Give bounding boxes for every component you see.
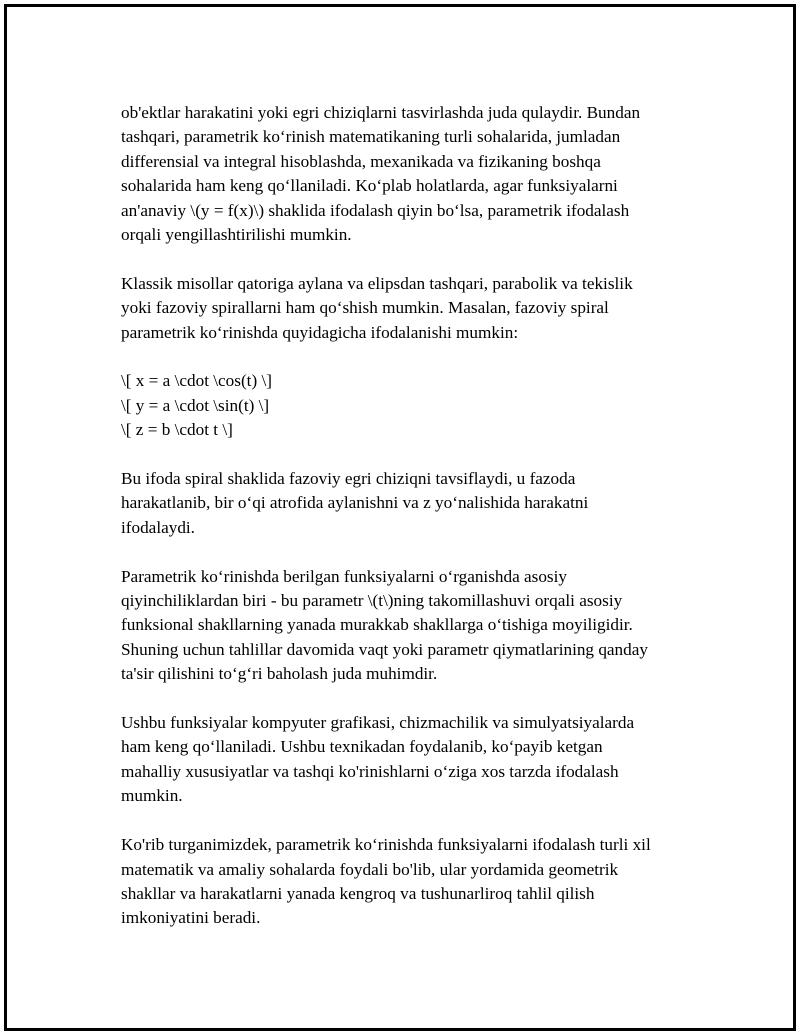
text-line: ta'sir qilishini to‘g‘ri baholash juda muhimdir. bbox=[121, 664, 438, 684]
paragraph-difficulties bbox=[121, 565, 711, 687]
text-line: Shuning uchun tahlillar davomida vaqt yoki parametr qiymatlarining qanday bbox=[121, 639, 648, 659]
text-line: harakatlanib, bir o‘qi atrofida aylanishni va z yo‘nalishida harakatni bbox=[121, 493, 589, 513]
paragraph-conclusion bbox=[121, 833, 711, 931]
text-line: mumkin. bbox=[121, 786, 183, 806]
formula-z: \[ z = b \cdot t \] bbox=[121, 420, 233, 440]
text-line: Bu ifoda spiral shaklida fazoviy egri chiziqni tavsiflaydi, u fazoda bbox=[121, 469, 576, 489]
text-line: mahalliy xususiyatlar va tashqi ko'rinishlarni o‘ziga xos tarzda ifodalash bbox=[121, 761, 619, 781]
text-line: ham keng qo‘llaniladi. Ushbu texnikadan foydalanib, ko‘payib ketgan bbox=[121, 737, 603, 757]
text-line: an'anaviy \(y = f(x)\) shaklida ifodalash qiyin bo‘lsa, parametrik ifodalash bbox=[121, 200, 630, 220]
text-line: qiyinchiliklardan biri - bu parametr \(t\)ning takomillashuvi orqali asosiy bbox=[121, 591, 623, 611]
text-line: parametrik ko‘rinishda quyidagicha ifodalanishi mumkin: bbox=[121, 322, 519, 342]
text-line: imkoniyatini beradi. bbox=[121, 908, 261, 928]
text-line: ob'ektlar harakatini yoki egri chiziqlarni tasvirlashda juda qulaydir. Bundan bbox=[121, 103, 641, 122]
paragraph-spiral-description bbox=[121, 467, 711, 540]
text-line: Klassik misollar qatoriga aylana va elipsdan tashqari, parabolik va tekislik bbox=[121, 273, 633, 293]
text-line: ifodalaydi. bbox=[121, 517, 195, 537]
formula-x: \[ x = a \cdot \cos(t) \] bbox=[121, 371, 272, 391]
text-line: differensial va integral hisoblashda, mexanikada va fizikaning boshqa bbox=[121, 151, 601, 171]
formula-y: \[ y = a \cdot \sin(t) \] bbox=[121, 395, 270, 415]
text-line: orqali yengillashtirilishi mumkin. bbox=[121, 225, 352, 245]
paragraph-applications bbox=[121, 711, 711, 809]
text-line: tashqari, parametrik ko‘rinish matematikaning turli sohalarida, jumladan bbox=[121, 127, 621, 147]
text-line: Ko'rib turganimizdek, parametrik ko‘rinishda funksiyalarni ifodalash turli xil bbox=[121, 835, 651, 855]
text-line: Parametrik ko‘rinishda berilgan funksiyalarni o‘rganishda asosiy bbox=[121, 566, 567, 586]
text-line: funksional shakllarning yanada murakkab shakllarga o‘tishiga moyiligidir. bbox=[121, 615, 633, 635]
formula-block-spiral bbox=[121, 369, 711, 442]
text-line: matematik va amaliy sohalarda foydali bo'lib, ular yordamida geometrik bbox=[121, 859, 619, 879]
text-line: yoki fazoviy spirallarni ham qo‘shish mumkin. Masalan, fazoviy spiral bbox=[121, 298, 609, 318]
paragraph-parametric-intro bbox=[121, 101, 711, 247]
document-body bbox=[121, 101, 711, 955]
text-line: shakllar va harakatlarni yanada kengroq va tushunarliroq tahlil qilish bbox=[121, 883, 595, 903]
text-line: sohalarida ham keng qo‘llaniladi. Ko‘plab holatlarda, agar funksiyalarni bbox=[121, 176, 618, 196]
text-line: Ushbu funksiyalar kompyuter grafikasi, chizmachilik va simulyatsiyalarda bbox=[121, 713, 635, 733]
paragraph-classic-examples bbox=[121, 272, 711, 345]
page-frame bbox=[4, 4, 796, 1031]
